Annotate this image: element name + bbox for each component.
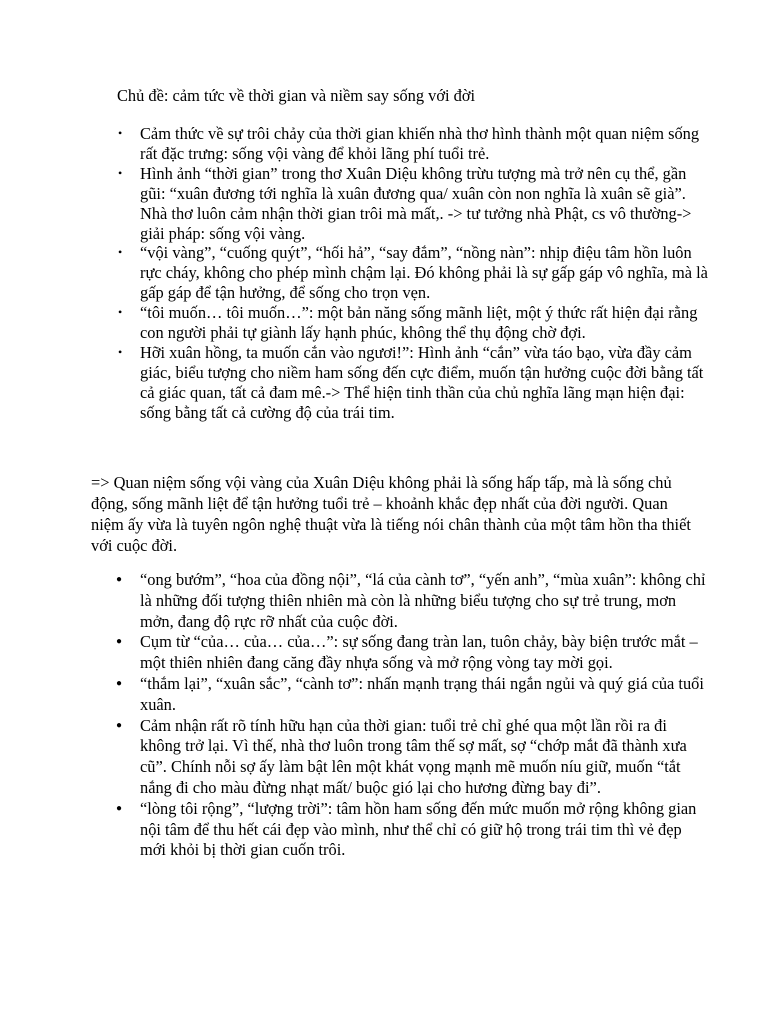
list-item: • Cảm thức về sự trôi chảy của thời gian khiến nhà thơ hình thành một quan niệm sống rất đặc trưng: sống vội vàng để khỏi lãng phí tuổi trẻ. bbox=[140, 124, 710, 164]
list-item: • “vội vàng”, “cuống quýt”, “hối hả”, “say đắm”, “nồng nàn”: nhịp điệu tâm hồn luôn rực cháy, không cho phép mình chậm lại. Đó không phải là sự gấp gáp vô nghĩa, mà là gấp gáp để tận hưởng, để sống cho trọn vẹn. bbox=[140, 243, 710, 303]
topic-heading: Chủ đề: cảm tức về thời gian và niềm say sống với đời bbox=[117, 86, 476, 105]
list-item: ● “ong bướm”, “hoa của đồng nội”, “lá của cành tơ”, “yến anh”, “mùa xuân”: không chỉ là những đối tượng thiên nhiên mà còn là những biểu tượng cho sự trẻ trung, mơn mởn, đang độ rực rỡ nhất của cuộc đời. bbox=[140, 570, 710, 632]
small-bullet-list bbox=[117, 124, 710, 423]
list-item: • Hỡi xuân hồng, ta muốn cắn vào ngươi!”: Hình ảnh “cắn” vừa táo bạo, vừa đầy cảm giác, biểu tượng cho niềm ham sống đến cực điểm, muốn tận hưởng cuộc đời bằng tất cả giác quan, tất cả đam mê.-> Thể hiện tinh thần của chủ nghĩa lãng mạn hiện đại: sống bằng tất cả cường độ của trái tim. bbox=[140, 343, 710, 423]
list-item: ● “lòng tôi rộng”, “lượng trời”: tâm hồn ham sống đến mức muốn mở rộng không gian nội tâm để thu hết cái đẹp vào mình, như thể chỉ có giữ hộ trong trái tim thì vẻ đẹp mới khỏi bị thời gian cuốn trôi. bbox=[140, 799, 710, 861]
conclusion-paragraph: => Quan niệm sống vội vàng của Xuân Diệu không phải là sống hấp tấp, mà là sống chủ động, sống mãnh liệt để tận hưởng tuổi trẻ – khoảnh khắc đẹp nhất của đời người. Quan niệm ấy vừa là tuyên ngôn nghệ thuật vừa là tiếng nói chân thành của một tâm hồn tha thiết với cuộc đời. bbox=[91, 473, 691, 555]
list-item: ● Cảm nhận rất rõ tính hữu hạn của thời gian: tuổi trẻ chỉ ghé qua một lần rồi ra đi không trở lại. Vì thế, nhà thơ luôn trong tâm thế sợ mất, sợ “chớp mắt đã thành xưa cũ”. Chính nỗi sợ ấy làm bật lên một khát vọng mạnh mẽ muốn níu giữ, muốn “tắt nắng đi cho màu đừng nhạt mất/ buộc gió lại cho hương đừng bay đi”. bbox=[140, 716, 710, 799]
list-item: • Hình ảnh “thời gian” trong thơ Xuân Diệu không trừu tượng mà trở nên cụ thể, gần gũi: “xuân đương tới nghĩa là xuân đương qua/ xuân còn non nghĩa là xuân sẽ già”. Nhà thơ luôn cảm nhận thời gian trôi mà mất,. -> tư tưởng nhà Phật, cs vô thường-> giải pháp: sống vội vàng. bbox=[140, 164, 710, 244]
list-item: ● Cụm từ “của… của… của…”: sự sống đang tràn lan, tuôn chảy, bày biện trước mắt – một thiên nhiên đang căng đầy nhựa sống và mở rộng vòng tay mời gọi. bbox=[140, 632, 710, 674]
list-item: • “tôi muốn… tôi muốn…”: một bản năng sống mãnh liệt, một ý thức rất hiện đại rằng con người phải tự giành lấy hạnh phúc, không thể thụ động chờ đợi. bbox=[140, 303, 710, 343]
list-item: ● “thắm lại”, “xuân sắc”, “cành tơ”: nhấn mạnh trạng thái ngắn ngủi và quý giá của tuổi xuân. bbox=[140, 674, 710, 716]
round-bullet-list bbox=[117, 570, 710, 861]
